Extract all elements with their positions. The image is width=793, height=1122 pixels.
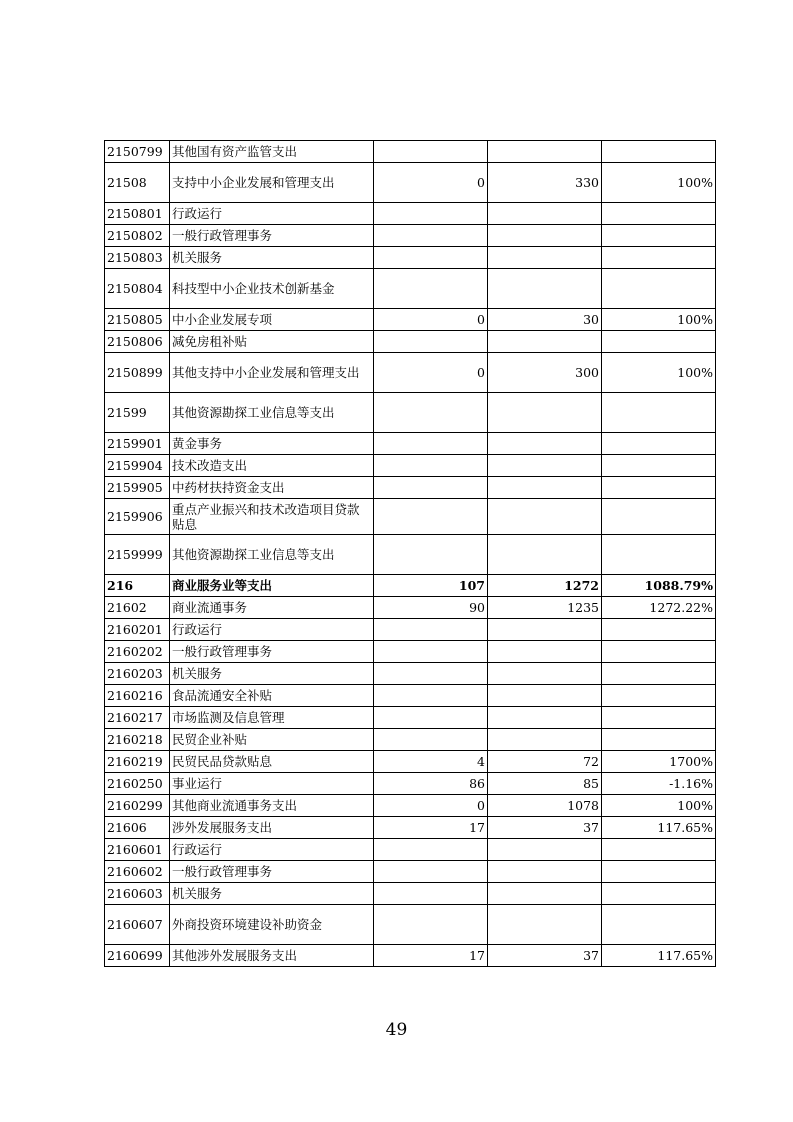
code-cell: 2150804: [105, 269, 170, 309]
code-cell: 2159999: [105, 535, 170, 575]
change-percent-cell: [602, 393, 716, 433]
current-year-value-cell: [488, 247, 602, 269]
current-year-value-cell: [488, 641, 602, 663]
prior-year-value-cell: [374, 685, 488, 707]
code-cell: 2150802: [105, 225, 170, 247]
code-cell: 2159905: [105, 477, 170, 499]
current-year-value-cell: 37: [488, 817, 602, 839]
code-cell: 21602: [105, 597, 170, 619]
code-cell: 2160216: [105, 685, 170, 707]
change-percent-cell: [602, 619, 716, 641]
prior-year-value-cell: 17: [374, 945, 488, 967]
name-cell: 行政运行: [170, 839, 374, 861]
name-cell: 一般行政管理事务: [170, 861, 374, 883]
prior-year-value-cell: 0: [374, 309, 488, 331]
table-row: [105, 751, 716, 773]
prior-year-value-cell: 0: [374, 353, 488, 393]
name-cell: 其他涉外发展服务支出: [170, 945, 374, 967]
code-cell: 2160602: [105, 861, 170, 883]
name-cell: 行政运行: [170, 619, 374, 641]
prior-year-value-cell: 0: [374, 795, 488, 817]
prior-year-value-cell: 4: [374, 751, 488, 773]
prior-year-value-cell: [374, 269, 488, 309]
change-percent-cell: [602, 685, 716, 707]
name-cell: 商业服务业等支出: [170, 575, 374, 597]
change-percent-cell: [602, 433, 716, 455]
change-percent-cell: 117.65%: [602, 945, 716, 967]
table-row: [105, 499, 716, 535]
prior-year-value-cell: [374, 499, 488, 535]
change-percent-cell: [602, 269, 716, 309]
prior-year-value-cell: [374, 141, 488, 163]
prior-year-value-cell: [374, 707, 488, 729]
code-cell: 2150799: [105, 141, 170, 163]
table-row: [105, 393, 716, 433]
change-percent-cell: [602, 499, 716, 535]
change-percent-cell: [602, 535, 716, 575]
prior-year-value-cell: [374, 393, 488, 433]
table-row: [105, 839, 716, 861]
table-row: [105, 225, 716, 247]
name-cell: 中小企业发展专项: [170, 309, 374, 331]
current-year-value-cell: [488, 883, 602, 905]
name-cell: 机关服务: [170, 883, 374, 905]
name-cell: 黄金事务: [170, 433, 374, 455]
prior-year-value-cell: [374, 433, 488, 455]
code-cell: 2160603: [105, 883, 170, 905]
name-cell: 其他资源勘探工业信息等支出: [170, 535, 374, 575]
change-percent-cell: 1088.79%: [602, 575, 716, 597]
code-cell: 2160601: [105, 839, 170, 861]
change-percent-cell: -1.16%: [602, 773, 716, 795]
change-percent-cell: [602, 141, 716, 163]
name-cell: 其他支持中小企业发展和管理支出: [170, 353, 374, 393]
table-row: [105, 433, 716, 455]
change-percent-cell: [602, 203, 716, 225]
table-row: [105, 861, 716, 883]
current-year-value-cell: 72: [488, 751, 602, 773]
prior-year-value-cell: [374, 729, 488, 751]
table-row: [105, 883, 716, 905]
change-percent-cell: [602, 729, 716, 751]
change-percent-cell: [602, 477, 716, 499]
name-cell: 支持中小企业发展和管理支出: [170, 163, 374, 203]
prior-year-value-cell: [374, 619, 488, 641]
prior-year-value-cell: [374, 905, 488, 945]
code-cell: 2150805: [105, 309, 170, 331]
change-percent-cell: 100%: [602, 353, 716, 393]
table-body: [105, 141, 716, 967]
code-cell: 21508: [105, 163, 170, 203]
prior-year-value-cell: 17: [374, 817, 488, 839]
code-cell: 2150806: [105, 331, 170, 353]
code-cell: 2160218: [105, 729, 170, 751]
current-year-value-cell: [488, 331, 602, 353]
name-cell: 机关服务: [170, 663, 374, 685]
current-year-value-cell: [488, 839, 602, 861]
table-row: [105, 795, 716, 817]
prior-year-value-cell: 107: [374, 575, 488, 597]
code-cell: 2159901: [105, 433, 170, 455]
code-cell: 2160219: [105, 751, 170, 773]
current-year-value-cell: 330: [488, 163, 602, 203]
table-row: [105, 597, 716, 619]
table-row: [105, 163, 716, 203]
name-cell: 重点产业振兴和技术改造项目贷款贴息: [170, 499, 374, 535]
current-year-value-cell: 1078: [488, 795, 602, 817]
current-year-value-cell: 85: [488, 773, 602, 795]
change-percent-cell: [602, 641, 716, 663]
table-row: [105, 309, 716, 331]
current-year-value-cell: [488, 393, 602, 433]
prior-year-value-cell: [374, 477, 488, 499]
change-percent-cell: 100%: [602, 163, 716, 203]
current-year-value-cell: 37: [488, 945, 602, 967]
code-cell: 2150899: [105, 353, 170, 393]
change-percent-cell: 100%: [602, 795, 716, 817]
prior-year-value-cell: [374, 663, 488, 685]
table-row: [105, 141, 716, 163]
change-percent-cell: 1700%: [602, 751, 716, 773]
code-cell: 2160217: [105, 707, 170, 729]
code-cell: 2159906: [105, 499, 170, 535]
prior-year-value-cell: [374, 861, 488, 883]
code-cell: 21606: [105, 817, 170, 839]
table-row: [105, 817, 716, 839]
code-cell: 2160607: [105, 905, 170, 945]
prior-year-value-cell: 86: [374, 773, 488, 795]
change-percent-cell: [602, 839, 716, 861]
name-cell: 技术改造支出: [170, 455, 374, 477]
code-cell: 2150801: [105, 203, 170, 225]
current-year-value-cell: [488, 535, 602, 575]
code-cell: 2160250: [105, 773, 170, 795]
budget-table: [104, 140, 716, 967]
name-cell: 科技型中小企业技术创新基金: [170, 269, 374, 309]
table-row: [105, 619, 716, 641]
name-cell: 涉外发展服务支出: [170, 817, 374, 839]
name-cell: 机关服务: [170, 247, 374, 269]
current-year-value-cell: [488, 729, 602, 751]
prior-year-value-cell: [374, 225, 488, 247]
table-row: [105, 707, 716, 729]
change-percent-cell: [602, 707, 716, 729]
change-percent-cell: [602, 225, 716, 247]
prior-year-value-cell: [374, 839, 488, 861]
table-row: [105, 641, 716, 663]
code-cell: 2160699: [105, 945, 170, 967]
table-row: [105, 203, 716, 225]
table-row: [105, 353, 716, 393]
current-year-value-cell: [488, 455, 602, 477]
current-year-value-cell: [488, 707, 602, 729]
name-cell: 民贸企业补贴: [170, 729, 374, 751]
code-cell: 2159904: [105, 455, 170, 477]
current-year-value-cell: [488, 269, 602, 309]
current-year-value-cell: 300: [488, 353, 602, 393]
table-row: [105, 575, 716, 597]
current-year-value-cell: [488, 685, 602, 707]
table-row: [105, 905, 716, 945]
name-cell: 中药材扶持资金支出: [170, 477, 374, 499]
code-cell: 2160203: [105, 663, 170, 685]
prior-year-value-cell: 90: [374, 597, 488, 619]
current-year-value-cell: 30: [488, 309, 602, 331]
change-percent-cell: [602, 331, 716, 353]
prior-year-value-cell: [374, 331, 488, 353]
table-row: [105, 455, 716, 477]
prior-year-value-cell: [374, 247, 488, 269]
code-cell: 2150803: [105, 247, 170, 269]
name-cell: 行政运行: [170, 203, 374, 225]
name-cell: 外商投资环境建设补助资金: [170, 905, 374, 945]
table-row: [105, 477, 716, 499]
prior-year-value-cell: [374, 535, 488, 575]
name-cell: 食品流通安全补贴: [170, 685, 374, 707]
table-row: [105, 247, 716, 269]
current-year-value-cell: [488, 499, 602, 535]
table-row: [105, 269, 716, 309]
name-cell: 其他国有资产监管支出: [170, 141, 374, 163]
prior-year-value-cell: [374, 883, 488, 905]
code-cell: 2160299: [105, 795, 170, 817]
change-percent-cell: 117.65%: [602, 817, 716, 839]
current-year-value-cell: [488, 905, 602, 945]
change-percent-cell: [602, 663, 716, 685]
current-year-value-cell: [488, 225, 602, 247]
page-number: 49: [385, 1020, 408, 1040]
current-year-value-cell: [488, 433, 602, 455]
current-year-value-cell: [488, 203, 602, 225]
table-row: [105, 729, 716, 751]
table-row: [105, 685, 716, 707]
change-percent-cell: 1272.22%: [602, 597, 716, 619]
name-cell: 一般行政管理事务: [170, 225, 374, 247]
current-year-value-cell: [488, 861, 602, 883]
change-percent-cell: [602, 455, 716, 477]
change-percent-cell: [602, 861, 716, 883]
prior-year-value-cell: [374, 455, 488, 477]
table-row: [105, 773, 716, 795]
table-row: [105, 663, 716, 685]
name-cell: 商业流通事务: [170, 597, 374, 619]
current-year-value-cell: 1272: [488, 575, 602, 597]
code-cell: 216: [105, 575, 170, 597]
code-cell: 2160202: [105, 641, 170, 663]
name-cell: 一般行政管理事务: [170, 641, 374, 663]
current-year-value-cell: [488, 141, 602, 163]
name-cell: 市场监测及信息管理: [170, 707, 374, 729]
current-year-value-cell: [488, 663, 602, 685]
name-cell: 事业运行: [170, 773, 374, 795]
change-percent-cell: [602, 883, 716, 905]
prior-year-value-cell: 0: [374, 163, 488, 203]
name-cell: 民贸民品贷款贴息: [170, 751, 374, 773]
code-cell: 21599: [105, 393, 170, 433]
name-cell: 其他资源勘探工业信息等支出: [170, 393, 374, 433]
prior-year-value-cell: [374, 203, 488, 225]
table-row: [105, 331, 716, 353]
change-percent-cell: [602, 247, 716, 269]
prior-year-value-cell: [374, 641, 488, 663]
change-percent-cell: 100%: [602, 309, 716, 331]
table-row: [105, 535, 716, 575]
change-percent-cell: [602, 905, 716, 945]
code-cell: 2160201: [105, 619, 170, 641]
current-year-value-cell: [488, 619, 602, 641]
name-cell: 减免房租补贴: [170, 331, 374, 353]
name-cell: 其他商业流通事务支出: [170, 795, 374, 817]
table-row: [105, 945, 716, 967]
current-year-value-cell: 1235: [488, 597, 602, 619]
current-year-value-cell: [488, 477, 602, 499]
